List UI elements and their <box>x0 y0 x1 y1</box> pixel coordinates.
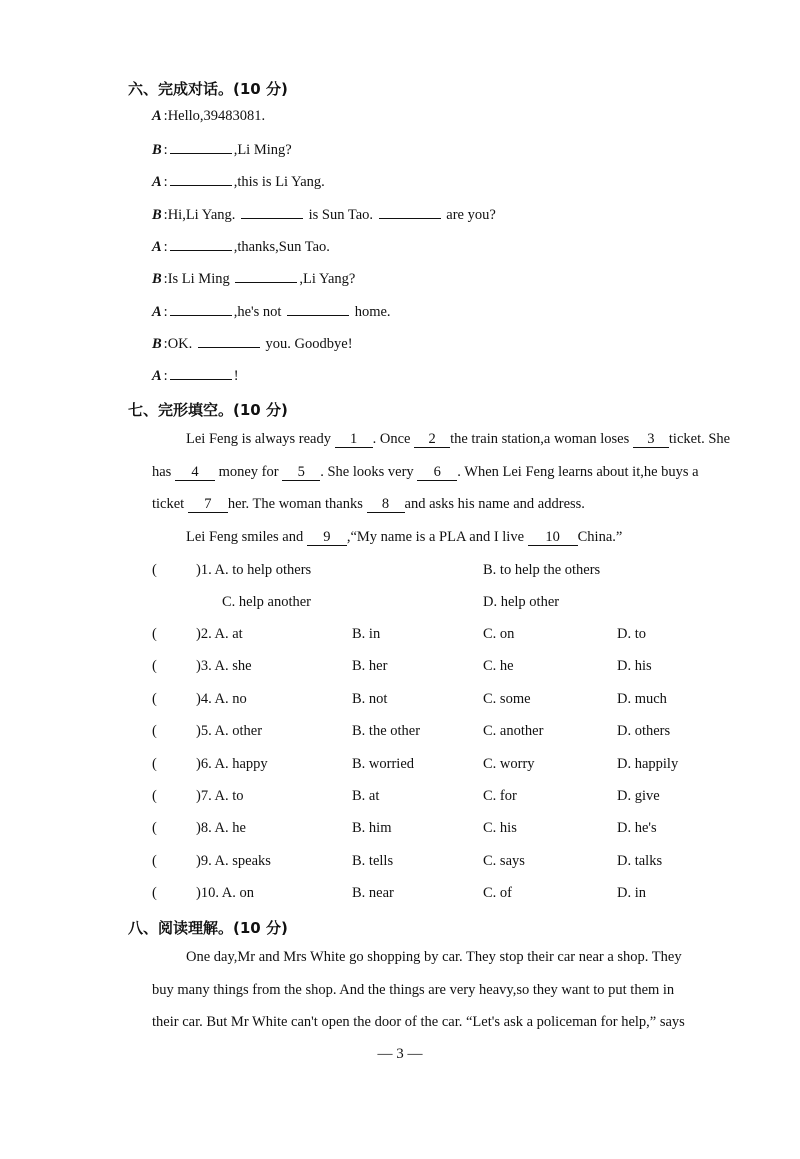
passage-line-4: Lei Feng smiles and 9 ,“My name is a PLA and I live 10 China.” <box>186 529 623 545</box>
question-3-option-d[interactable]: D. his <box>617 658 652 675</box>
question-4-option-c[interactable]: C. some <box>483 690 531 707</box>
question-1-option-a[interactable]: )1. A. to help others <box>196 562 312 578</box>
answer-blank[interactable] <box>379 206 441 219</box>
question-paren[interactable]: ( <box>152 788 157 804</box>
question-10-option-c[interactable]: C. of <box>483 885 512 902</box>
answer-blank[interactable] <box>241 206 303 219</box>
cloze-blank-6[interactable]: 6 <box>417 464 457 481</box>
dialogue-line-3: A : ,this is Li Yang. <box>152 174 325 190</box>
question-6-option-d[interactable]: D. happily <box>617 755 679 772</box>
question-1-option-d[interactable]: D. help other <box>483 594 560 610</box>
question-2-option-d[interactable]: D. to <box>617 626 646 642</box>
question-6-option-c[interactable]: C. worry <box>483 755 535 772</box>
reading-line-2: buy many things from the shop. And the things are very heavy,so they want to put them in <box>152 982 675 998</box>
speaker-label: A <box>152 108 162 124</box>
question-2-option-c[interactable]: C. on <box>483 626 515 642</box>
dialogue-line-6: B :Is Li Ming ,Li Yang? <box>152 271 356 287</box>
question-8-option-b[interactable]: B. him <box>352 820 392 837</box>
dialogue-line-5: A : ,thanks,Sun Tao. <box>152 239 330 255</box>
cloze-blank-8[interactable]: 8 <box>367 496 405 513</box>
question-7-option-c[interactable]: C. for <box>483 788 517 804</box>
passage-line-2: has 4 money for 5 . She looks very 6 . When Lei Feng learns about it,he buys a <box>152 464 699 480</box>
section-8-heading: 八、阅读理解。(10 分) <box>128 919 288 937</box>
question-4-option-a[interactable]: )4. A. no <box>196 690 247 707</box>
question-5-option-a[interactable]: )5. A. other <box>196 723 263 740</box>
question-paren[interactable]: ( <box>152 723 157 740</box>
page-number: — 3 — <box>377 1046 423 1062</box>
question-paren[interactable]: ( <box>152 690 157 707</box>
cloze-blank-5[interactable]: 5 <box>282 464 320 481</box>
question-paren[interactable]: ( <box>152 562 157 578</box>
question-paren[interactable]: ( <box>152 755 157 772</box>
answer-blank[interactable] <box>170 173 232 186</box>
cloze-blank-3[interactable]: 3 <box>633 431 669 448</box>
question-1-option-c[interactable]: C. help another <box>222 594 311 610</box>
question-8-option-a[interactable]: )8. A. he <box>196 820 246 837</box>
answer-blank[interactable] <box>170 303 232 316</box>
dialogue-line-9: A : ! <box>152 368 239 384</box>
question-3-option-a[interactable]: )3. A. she <box>196 658 252 675</box>
question-7-option-b[interactable]: B. at <box>352 788 380 804</box>
question-4-option-d[interactable]: D. much <box>617 690 667 707</box>
dialogue-line-8: B :OK. you. Goodbye! <box>152 336 353 352</box>
answer-blank[interactable] <box>287 303 349 316</box>
question-6-option-b[interactable]: B. worried <box>352 755 415 772</box>
passage-line-1: Lei Feng is always ready 1 . Once 2 the train station,a woman loses 3 ticket. She <box>186 431 731 447</box>
question-9-option-c[interactable]: C. says <box>483 852 525 869</box>
reading-line-1: One day,Mr and Mrs White go shopping by car. They stop their car near a shop. They <box>186 949 682 965</box>
cloze-blank-1[interactable]: 1 <box>335 431 373 448</box>
question-3-option-b[interactable]: B. her <box>352 658 388 675</box>
question-2-option-b[interactable]: B. in <box>352 626 381 642</box>
question-paren[interactable]: ( <box>152 820 157 837</box>
cloze-blank-7[interactable]: 7 <box>188 496 228 513</box>
passage-line-3: ticket 7 her. The woman thanks 8 and asks his name and address. <box>152 496 585 512</box>
question-5-option-d[interactable]: D. others <box>617 723 671 740</box>
question-9-option-d[interactable]: D. talks <box>617 852 663 869</box>
question-paren[interactable]: ( <box>152 852 157 869</box>
cloze-blank-10[interactable]: 10 <box>528 529 578 546</box>
question-1-option-b[interactable]: B. to help the others <box>483 562 601 578</box>
question-5-option-b[interactable]: B. the other <box>352 723 421 740</box>
question-paren[interactable]: ( <box>152 885 157 902</box>
cloze-blank-4[interactable]: 4 <box>175 464 215 481</box>
cloze-blank-9[interactable]: 9 <box>307 529 347 546</box>
question-4-option-b[interactable]: B. not <box>352 690 388 707</box>
answer-blank[interactable] <box>170 367 232 380</box>
section-6-heading: 六、完成对话。(10 分) <box>128 80 288 98</box>
question-7-option-a[interactable]: )7. A. to <box>196 788 244 804</box>
dialogue-line-1: A :Hello,39483081. <box>152 108 266 124</box>
question-10-option-b[interactable]: B. near <box>352 885 394 902</box>
dialogue-line-7: A : ,he's not home. <box>152 304 391 320</box>
question-6-option-a[interactable]: )6. A. happy <box>196 755 268 772</box>
answer-blank[interactable] <box>170 238 232 251</box>
question-2-option-a[interactable]: )2. A. at <box>196 626 243 642</box>
question-5-option-c[interactable]: C. another <box>483 723 544 740</box>
question-3-option-c[interactable]: C. he <box>483 658 514 675</box>
answer-blank[interactable] <box>170 141 232 154</box>
cloze-blank-2[interactable]: 2 <box>414 431 450 448</box>
section-7-heading: 七、完形填空。(10 分) <box>128 401 288 419</box>
reading-line-3: their car. But Mr White can't open the door of the car. “Let's ask a policeman for help,” says <box>152 1014 685 1030</box>
dialogue-line-4: B :Hi,Li Yang. is Sun Tao. are you? <box>152 207 496 223</box>
answer-blank[interactable] <box>198 335 260 348</box>
question-paren[interactable]: ( <box>152 626 157 642</box>
question-paren[interactable]: ( <box>152 658 157 675</box>
question-9-option-a[interactable]: )9. A. speaks <box>196 852 271 869</box>
question-8-option-c[interactable]: C. his <box>483 820 517 837</box>
question-10-option-d[interactable]: D. in <box>617 885 646 902</box>
question-10-option-a[interactable]: )10. A. on <box>196 885 254 902</box>
question-7-option-d[interactable]: D. give <box>617 788 660 804</box>
dialogue-line-2: B : ,Li Ming? <box>152 142 292 158</box>
answer-blank[interactable] <box>235 270 297 283</box>
question-9-option-b[interactable]: B. tells <box>352 852 394 869</box>
question-8-option-d[interactable]: D. he's <box>617 820 657 837</box>
